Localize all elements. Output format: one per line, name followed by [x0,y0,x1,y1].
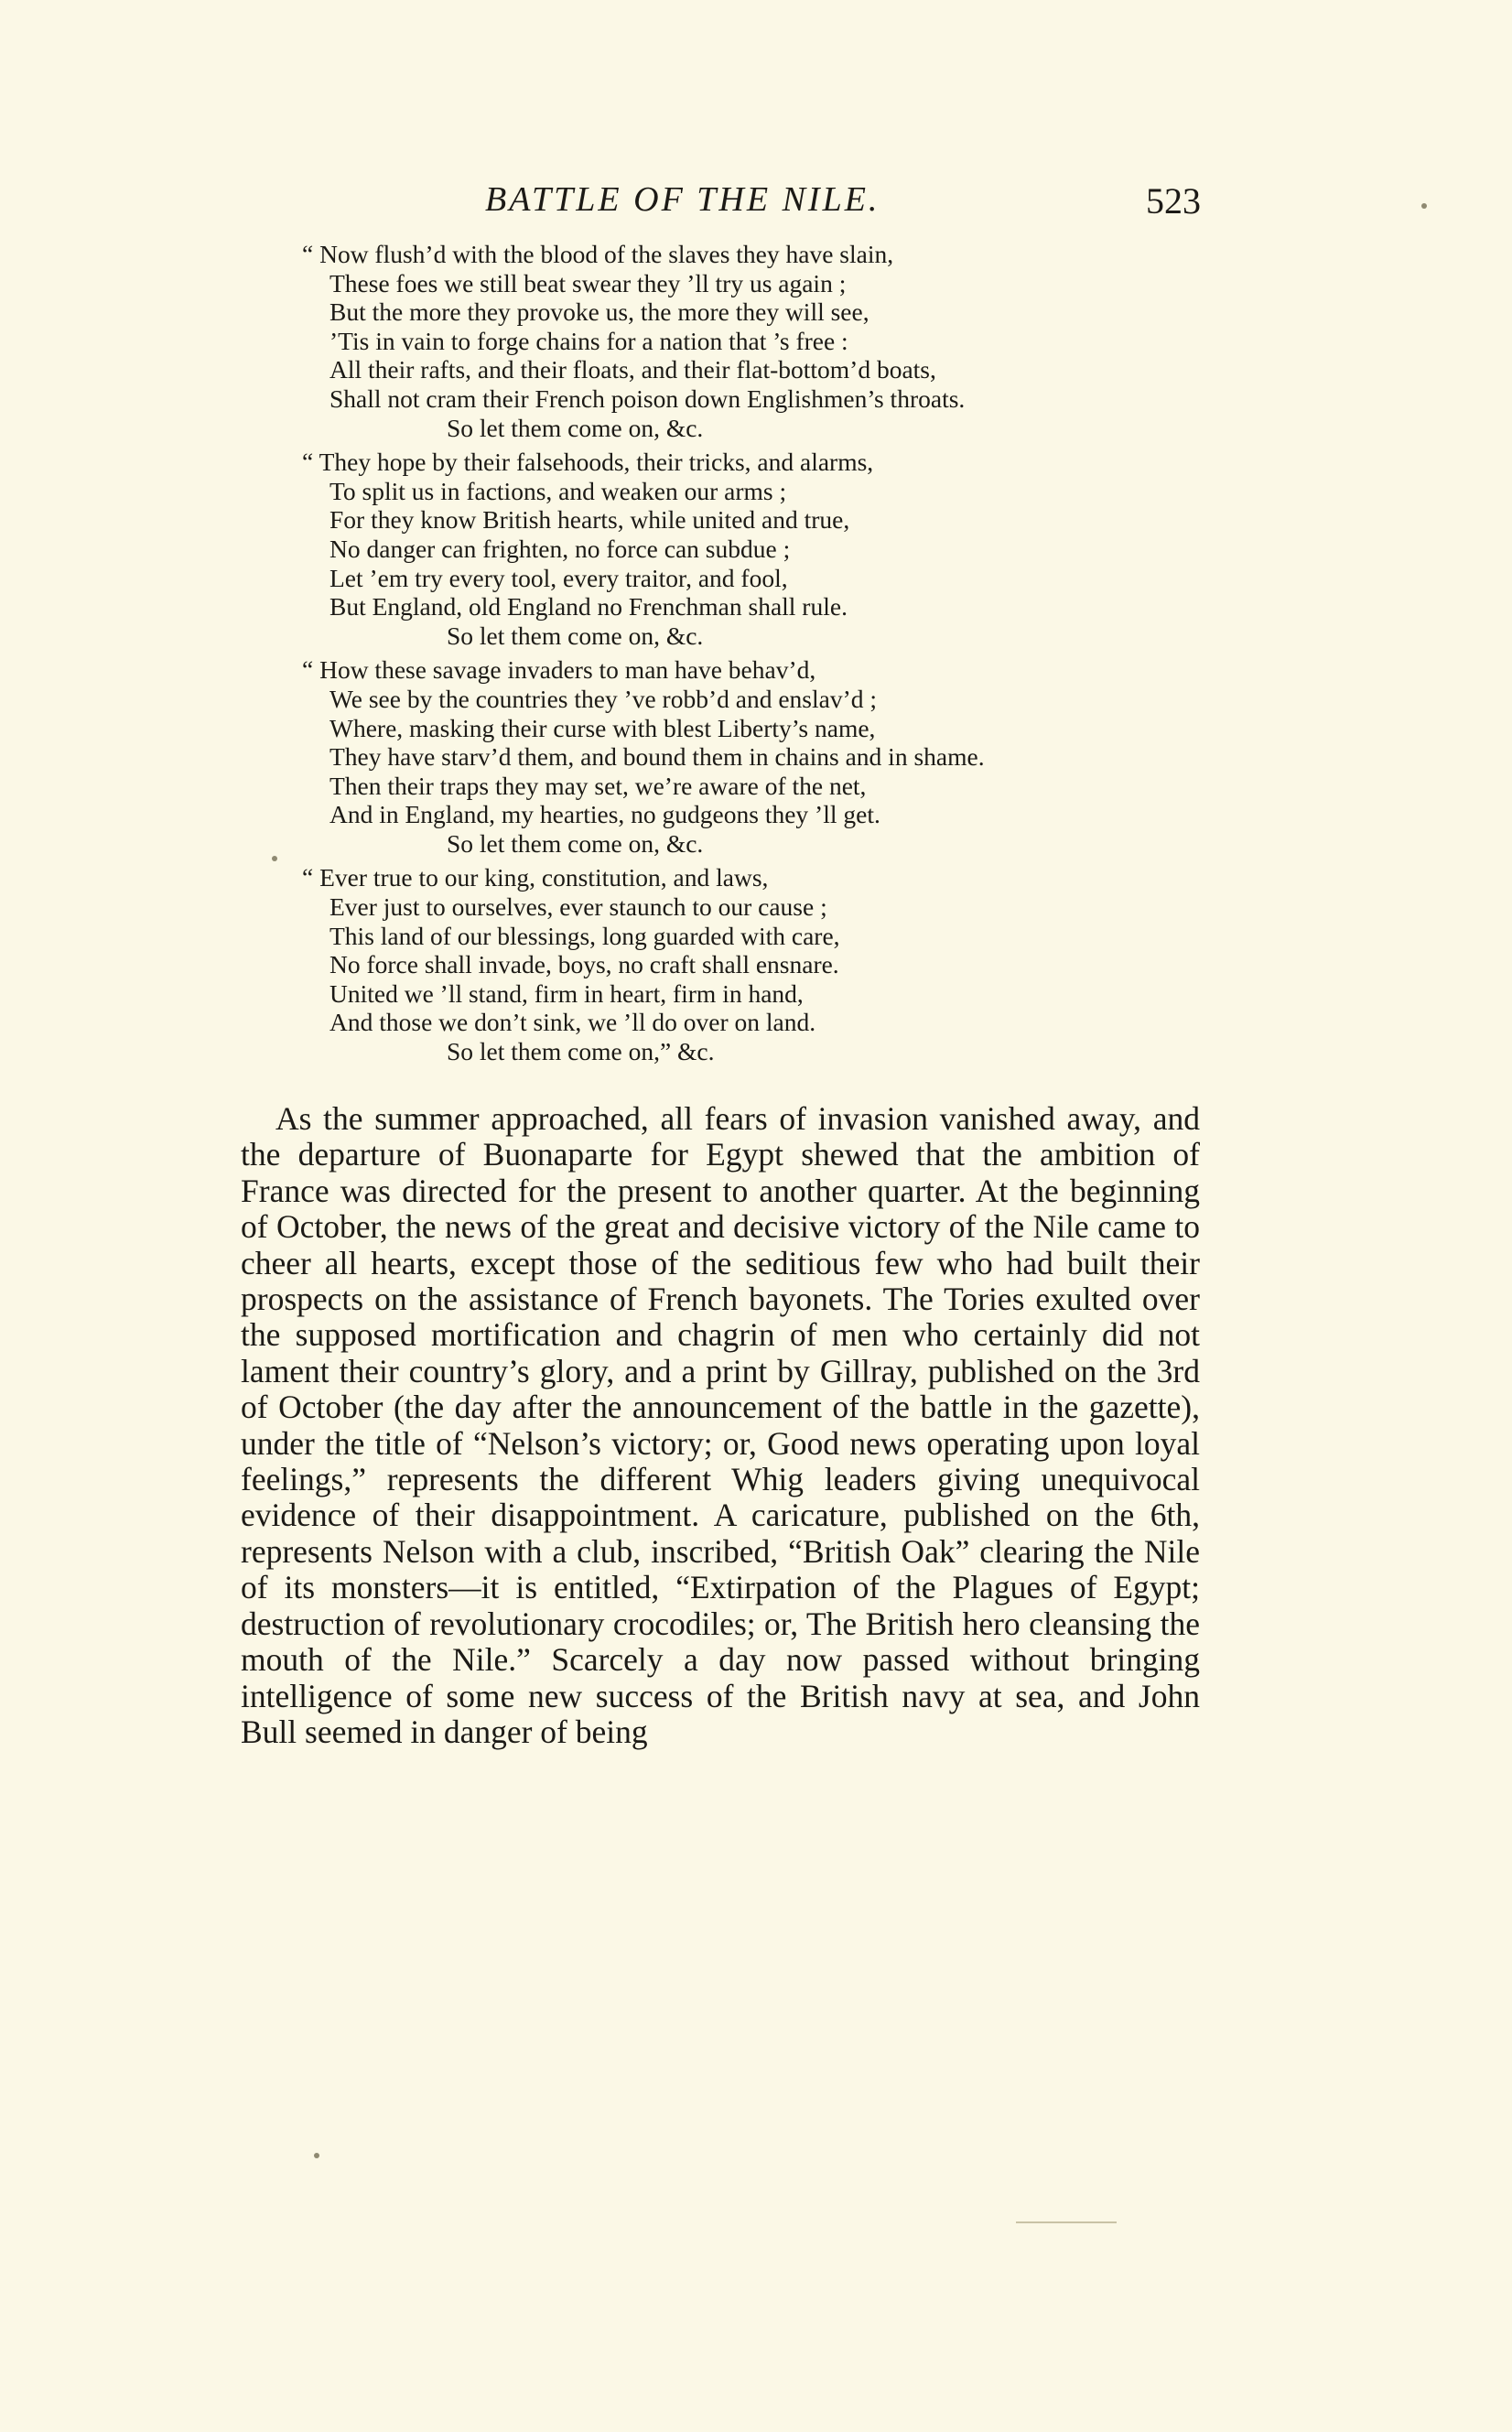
body-paragraph: As the summer approached, all fears of invasion vanished away, and the departure of Buonaparte for Egypt shewed that the ambition of France was directed for the present to another quarter. At the beginning of October, the news of the great and decisive victory of the Nile came to cheer all hearts, except those of the seditious few who had built their prospects on the assistance of French bayonets. The Tories exulted over the supposed mortification and chagrin of men who certainly did not lament their country’s glory, and a print by Gillray, published on the 3rd of October (the day after the announcement of the battle in the gazette), under the title of “Nelson’s victory; or, Good news operating upon loyal feelings,” represents the different Whig leaders giving unequivocal evidence of their disappointment. A caricature, published on the 6th, represents Nelson with a club, inscribed, “British Oak” clearing the Nile of its monsters—it is entitled, “Extirpation of the Plagues of Egypt; destruction of revolutionary crocodiles; or, The British hero cleansing the mouth of the Nile.” Scarcely a day now passed without bringing intelligence of some new success of the British navy at sea, and John Bull seemed in danger of being [241,1100,1200,1750]
poem [302,240,1217,1072]
poem-line: ’Tis in vain to forge chains for a nation that ’s free : [329,326,848,355]
page-header [0,179,1512,234]
poem-line: Then their traps they may set, we’re aware of the net, [329,771,867,800]
poem-line: But England, old England no Frenchman shall rule. [329,592,848,622]
poem-refrain: So let them come on,” &c. [447,1037,715,1066]
poem-line: “ Ever true to our king, constitution, and laws, [302,863,769,892]
poem-stanza [302,240,1217,442]
ink-speck [272,856,277,861]
ink-speck [1421,203,1427,209]
poem-refrain: So let them come on, &c. [447,828,704,858]
poem-line: We see by the countries they ’ve robb’d and enslav’d ; [329,684,878,713]
poem-line: “ Now flush’d with the blood of the slaves they have slain, [302,240,894,268]
poem-line: These foes we still beat swear they ’ll try us again ; [329,268,847,297]
faint-mark [1016,2221,1117,2223]
poem-line: All their rafts, and their floats, and their flat-bottom’d boats, [329,355,936,384]
poem-line: Ever just to ourselves, ever staunch to our cause ; [329,892,827,922]
poem-stanza [302,655,1217,858]
poem-line: And those we don’t sink, we ’ll do over on land. [329,1008,816,1037]
poem-line: Where, masking their curse with blest Liberty’s name, [329,713,876,742]
poem-stanza [302,863,1217,1065]
poem-line: Let ’em try every tool, every traitor, and fool, [329,563,788,592]
poem-line: No danger can frighten, no force can subdue ; [329,534,791,563]
poem-line: To split us in factions, and weaken our arms ; [329,476,787,505]
ink-speck [314,2153,319,2158]
poem-line: This land of our blessings, long guarded with care, [329,921,840,950]
poem-line: “ They hope by their falsehoods, their tricks, and alarms, [302,448,874,477]
poem-line: No force shall invade, boys, no craft shall ensnare. [329,950,839,979]
running-title: BATTLE OF THE NILE. [485,180,880,219]
poem-refrain: So let them come on, &c. [447,621,704,650]
poem-line: And in England, my hearties, no gudgeons they ’ll get. [329,800,880,829]
poem-line: For they know British hearts, while united and true, [329,505,850,535]
poem-line: Shall not cram their French poison down Englishmen’s throats. [329,384,966,413]
poem-line: They have starv’d them, and bound them in chains and in shame. [329,742,985,772]
poem-line: But the more they provoke us, the more they will see, [329,297,869,327]
page-number: 523 [1146,180,1201,222]
poem-line: “ How these savage invaders to man have behav’d, [302,655,816,685]
poem-stanza [302,448,1217,650]
poem-refrain: So let them come on, &c. [447,413,704,442]
poem-line: United we ’ll stand, firm in heart, firm in hand, [329,978,804,1008]
